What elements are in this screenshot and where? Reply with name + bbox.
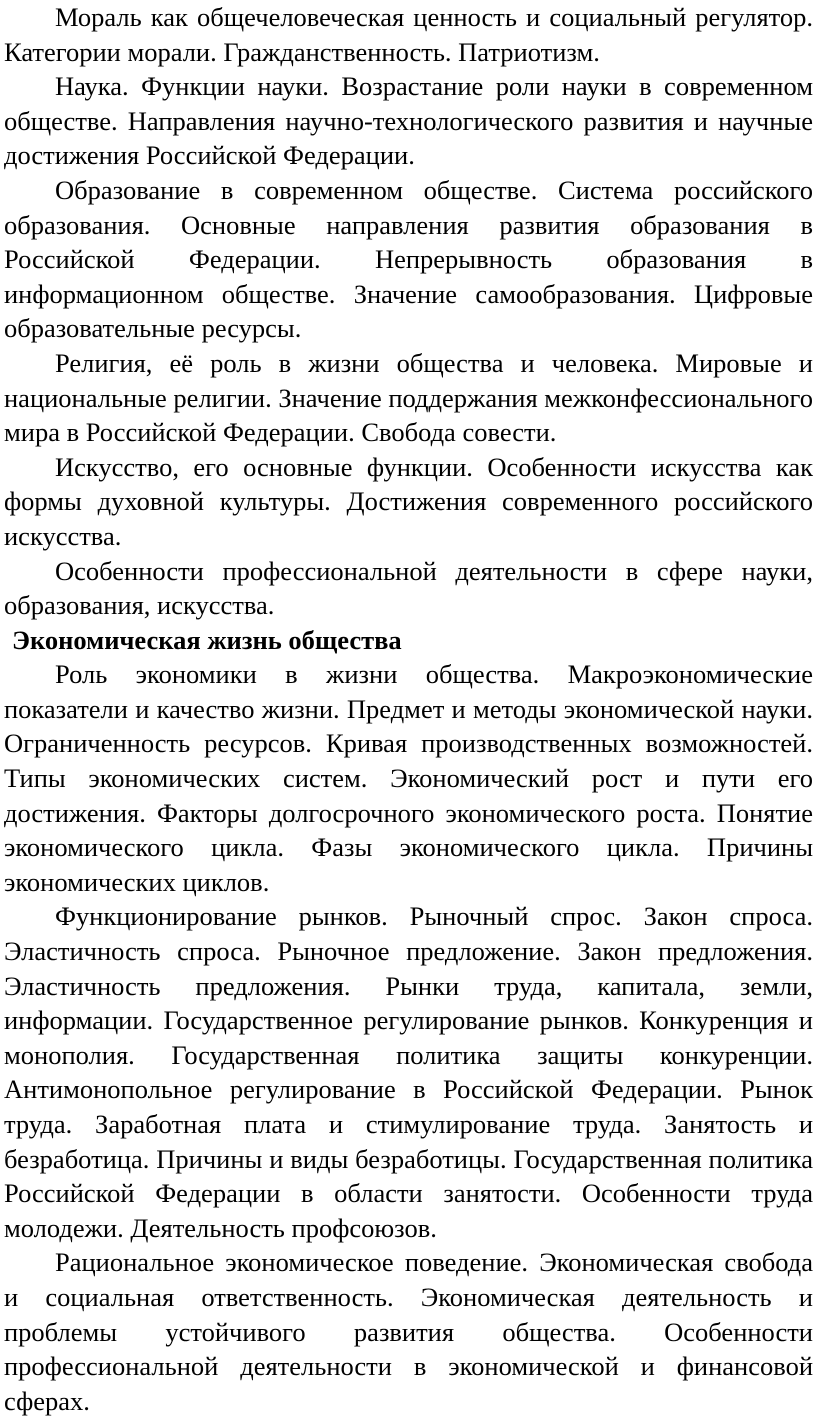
paragraph-science: Наука. Функции науки. Возрастание роли науки в современном обществе. Направления научно-технологического развития и научные достижения Российской Федерации. <box>4 71 813 171</box>
paragraph-education: Образование в современном обществе. Система российского образования. Основные направления развития образования в Российской Федерации. Непрерывность образования в информационном обществе. Значение самообразования. Цифровые образовательные ресурсы. <box>4 174 813 344</box>
paragraph-morality: Мораль как общечеловеческая ценность и социальный регулятор. Категории морали. Гражданственность. Патриотизм. <box>4 2 813 67</box>
section-heading-economic-life: Экономическая жизнь общества <box>12 624 402 655</box>
paragraph-economy-role: Роль экономики в жизни общества. Макроэкономические показатели и качество жизни. Предмет и методы экономической науки. Ограниченность ресурсов. Кривая производственных возможностей. Типы экономических систем. Экономический рост и пути его достижения. Факторы долгосрочного экономического роста. Понятие экономического цикла. Фазы экономического цикла. Причины экономических циклов. <box>4 659 813 897</box>
paragraph-markets: Функционирование рынков. Рыночный спрос. Закон спроса. Эластичность спроса. Рыночное предложение. Закон предложения. Эластичность предложения. Рынки труда, капитала, земли, информации. Государственное регулирование рынков. Конкуренция и монополия. Государственная политика защиты конкуренции. Антимонопольное регулирование в Российской Федерации. Рынок труда. Заработная плата и стимулирование труда. Занятость и безработица. Причины и виды безработицы. Государственная политика Российской Федерации в области занятости. Особенности труда молодежи. Деятельность профсоюзов. <box>4 901 813 1243</box>
paragraph-economic-behavior: Рациональное экономическое поведение. Экономическая свобода и социальная ответственность. Экономическая деятельность и проблемы устойчивого развития общества. Особенности профессиональной деятельности в экономической и финансовой сферах. <box>4 1247 813 1416</box>
paragraph-professional-activity: Особенности профессиональной деятельности в сфере науки, образования, искусства. <box>4 555 813 621</box>
paragraph-art: Искусство, его основные функции. Особенности искусства как формы духовной культуры. Достижения современного российского искусства. <box>4 451 813 551</box>
paragraph-religion: Религия, её роль в жизни общества и человека. Мировые и национальные религии. Значение поддержания межконфессионального мира в Российской Федерации. Свобода совести. <box>4 347 813 448</box>
